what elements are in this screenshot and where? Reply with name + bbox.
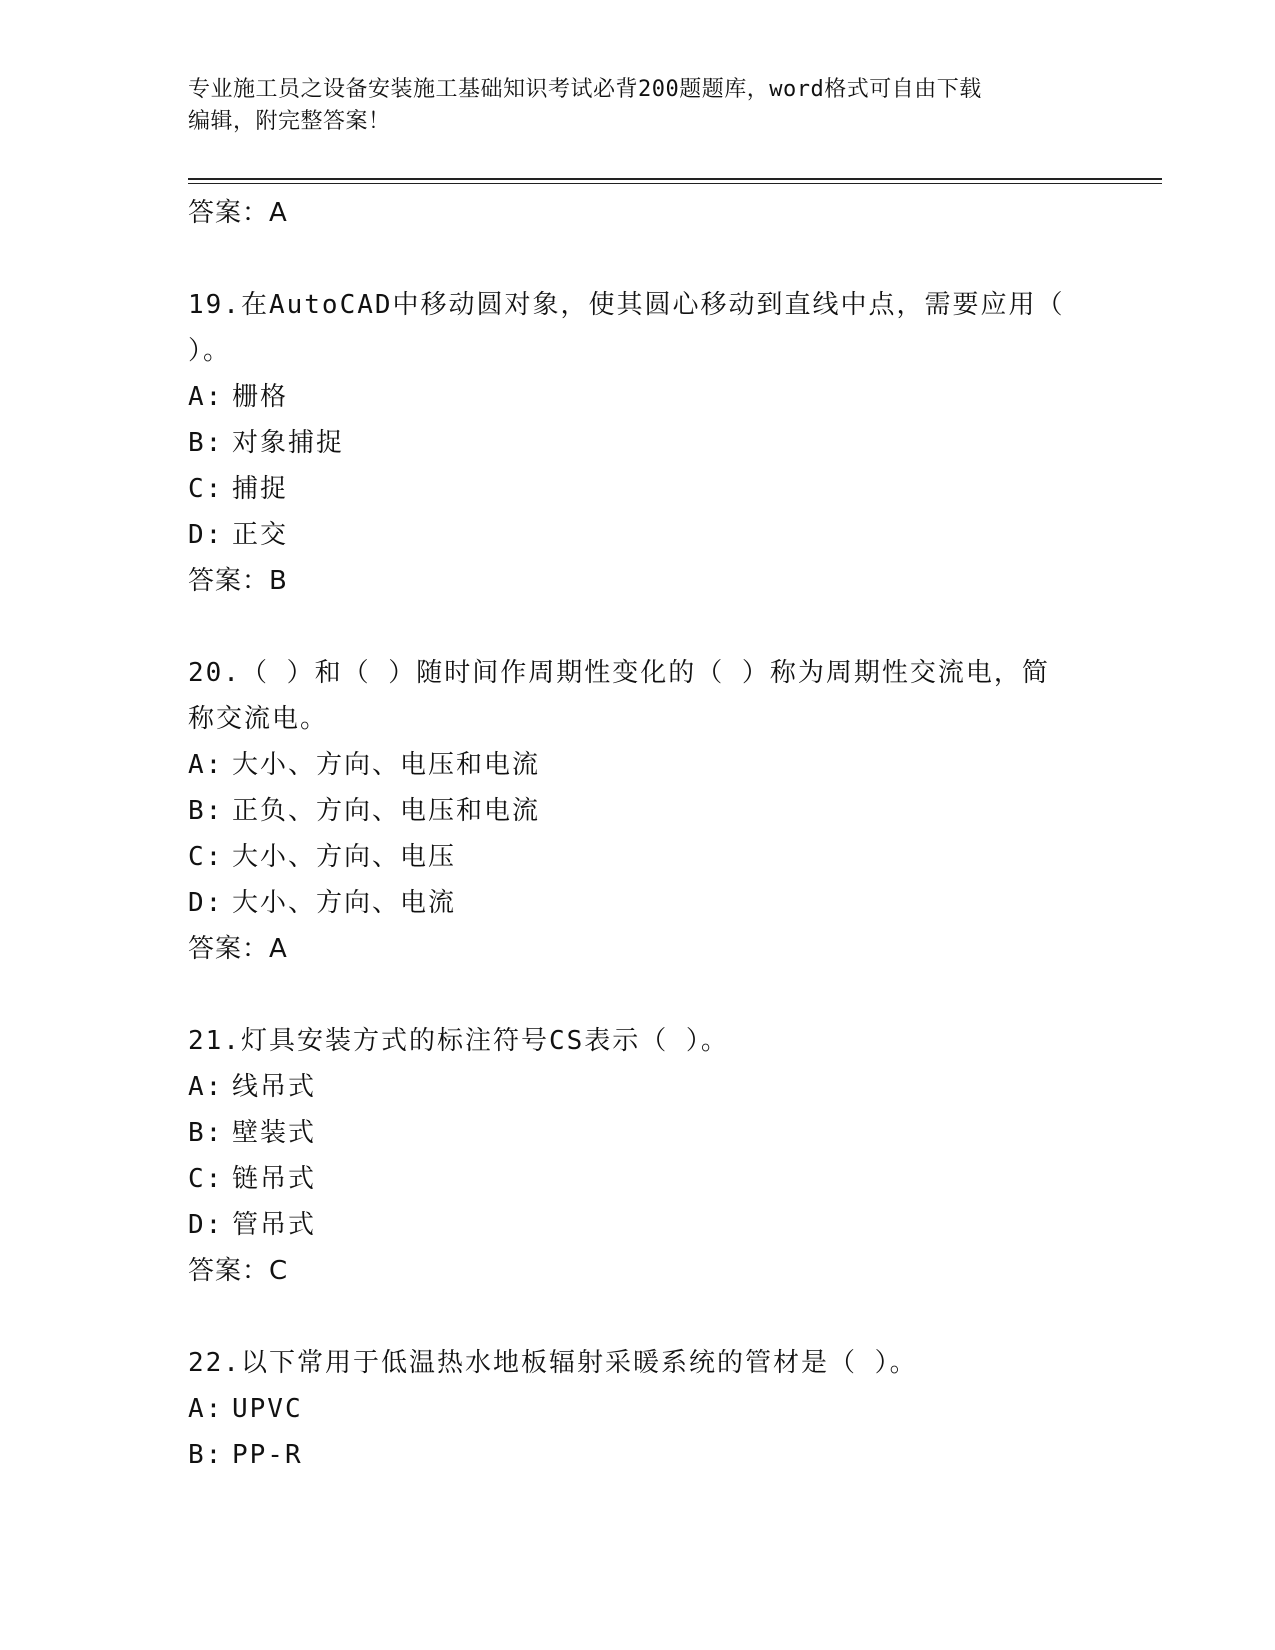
option-text: 大小、方向、电压和电流 — [232, 750, 541, 780]
option-c — [188, 834, 1088, 880]
answer-label: 答案：A — [188, 934, 288, 964]
option-text: 捕捉 — [232, 474, 289, 504]
option-b — [188, 420, 1088, 466]
option-text: 管吊式 — [232, 1210, 317, 1240]
question-text: 21.灯具安装方式的标注符号CS表示（ ）。 — [188, 1026, 729, 1056]
option-text: UPVC — [232, 1394, 303, 1424]
option-key: A: — [188, 382, 224, 412]
option-key: A: — [188, 1394, 224, 1424]
option-c — [188, 1156, 1088, 1202]
question-list — [188, 190, 1088, 1478]
question-item — [188, 650, 1088, 972]
option-key: C: — [188, 842, 224, 872]
question-text: 称交流电。 — [188, 704, 329, 734]
option-text: 大小、方向、电流 — [232, 888, 457, 918]
header-title-line-2: 编辑，附完整答案！ — [188, 109, 391, 134]
option-b — [188, 1432, 1088, 1478]
option-key: C: — [188, 1164, 224, 1194]
option-key: D: — [188, 1210, 224, 1240]
question-item — [188, 1018, 1088, 1294]
answer-label: 答案：C — [188, 1256, 289, 1286]
header-divider — [188, 178, 1162, 180]
question-item — [188, 1340, 1088, 1478]
option-text: 壁装式 — [232, 1118, 317, 1148]
question-text: ）。 — [188, 336, 232, 366]
option-text: 正负、方向、电压和电流 — [232, 796, 541, 826]
answer-label: 答案：B — [188, 566, 288, 596]
option-a — [188, 1386, 1088, 1432]
option-key: B: — [188, 428, 224, 458]
option-key: B: — [188, 796, 224, 826]
question-text: 20.（ ）和（ ）随时间作周期性变化的（ ）称为周期性交流电，简 — [188, 658, 1050, 688]
option-key: D: — [188, 520, 224, 550]
option-d — [188, 1202, 1088, 1248]
option-key: C: — [188, 474, 224, 504]
option-text: 对象捕捉 — [232, 428, 345, 458]
option-key: D: — [188, 888, 224, 918]
question-item — [188, 282, 1088, 604]
option-b — [188, 1110, 1088, 1156]
option-a — [188, 374, 1088, 420]
option-key: B: — [188, 1440, 224, 1470]
option-key: A: — [188, 750, 224, 780]
option-text: 栅格 — [232, 382, 289, 412]
answer-label: 答案：A — [188, 198, 288, 228]
option-b — [188, 788, 1088, 834]
question-text: 19.在AutoCAD中移动圆对象，使其圆心移动到直线中点，需要应用（ — [188, 290, 1065, 320]
header-title-line-1: 专业施工员之设备安装施工基础知识考试必背200题题库，word格式可自由下载 — [188, 77, 982, 102]
page-header — [188, 74, 1088, 138]
option-text: 线吊式 — [232, 1072, 317, 1102]
option-key: A: — [188, 1072, 224, 1102]
question-text: 22.以下常用于低温热水地板辐射采暖系统的管材是（ ）。 — [188, 1348, 918, 1378]
option-a — [188, 1064, 1088, 1110]
option-c — [188, 466, 1088, 512]
option-text: 大小、方向、电压 — [232, 842, 457, 872]
option-d — [188, 512, 1088, 558]
header-divider-thin — [188, 183, 1162, 184]
option-text: 链吊式 — [232, 1164, 317, 1194]
option-text: 正交 — [232, 520, 289, 550]
option-d — [188, 880, 1088, 926]
option-text: PP-R — [232, 1440, 303, 1470]
option-a — [188, 742, 1088, 788]
option-key: B: — [188, 1118, 224, 1148]
